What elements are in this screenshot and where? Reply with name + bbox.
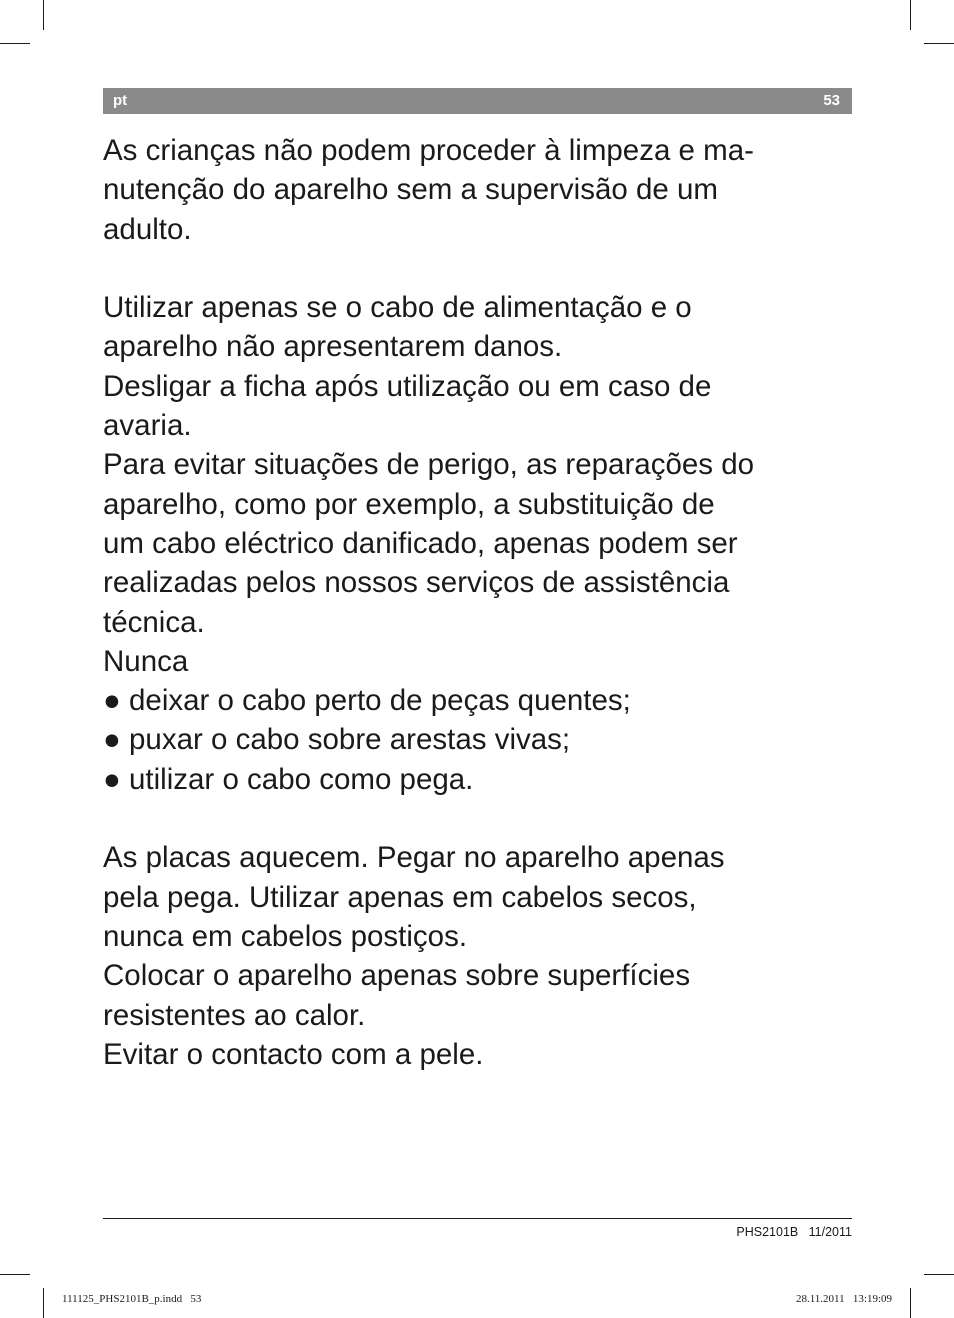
crop-mark xyxy=(910,1288,911,1318)
page-number: 53 xyxy=(823,92,840,109)
paragraph-cable-damage: Utilizar apenas se o cabo de alimentação e o aparelho não apresentarem danos. xyxy=(103,291,692,364)
paragraph-unplug: Desligar a ficha após utilização ou em caso de avaria. xyxy=(103,369,712,443)
crop-mark xyxy=(0,1274,30,1275)
paragraph-gap xyxy=(103,799,853,838)
crop-mark xyxy=(924,43,954,44)
crop-mark xyxy=(924,1274,954,1275)
crop-mark xyxy=(43,0,44,30)
footer-model-date: PHS2101B 11/2011 xyxy=(736,1225,852,1239)
paragraph-gap xyxy=(103,249,853,288)
crop-mark xyxy=(43,1288,44,1318)
paragraph-plates-heat: As placas aquecem. Pegar no aparelho apenas pela pega. Utilizar apenas em cabelos secos, nunca em cabelos postiços. xyxy=(103,841,725,953)
page-header-bar xyxy=(103,88,852,114)
footer-divider xyxy=(103,1218,852,1219)
print-slug-timestamp: 28.11.2011 13:19:09 xyxy=(795,1293,892,1305)
paragraph-repairs: Para evitar situações de perigo, as reparações do aparelho, como por exemplo, a substituição de um cabo eléctrico danificado, apenas podem ser realizadas pelos nossos serviços de assistência técnica. xyxy=(103,448,755,639)
language-code: pt xyxy=(113,92,128,109)
list-item: ● deixar o cabo perto de peças quentes; xyxy=(103,684,631,718)
paragraph-skin-contact: Evitar o contacto com a pele. xyxy=(103,1037,484,1071)
paragraph-heat-resistant: Colocar o aparelho apenas sobre superfícies resistentes ao calor. xyxy=(103,959,691,1032)
list-item: ● utilizar o cabo como pega. xyxy=(103,762,474,796)
paragraph-children-cleaning: As crianças não podem proceder à limpeza e ma- nutenção do aparelho sem a supervisão de um adulto. xyxy=(103,134,754,246)
print-slug-file: 111125_PHS2101B_p.indd 53 xyxy=(62,1293,202,1305)
list-item: ● puxar o cabo sobre arestas vivas; xyxy=(103,723,571,757)
safety-instructions xyxy=(103,131,853,1074)
crop-mark xyxy=(0,43,30,44)
crop-mark xyxy=(910,0,911,30)
never-intro: Nunca xyxy=(103,644,189,678)
